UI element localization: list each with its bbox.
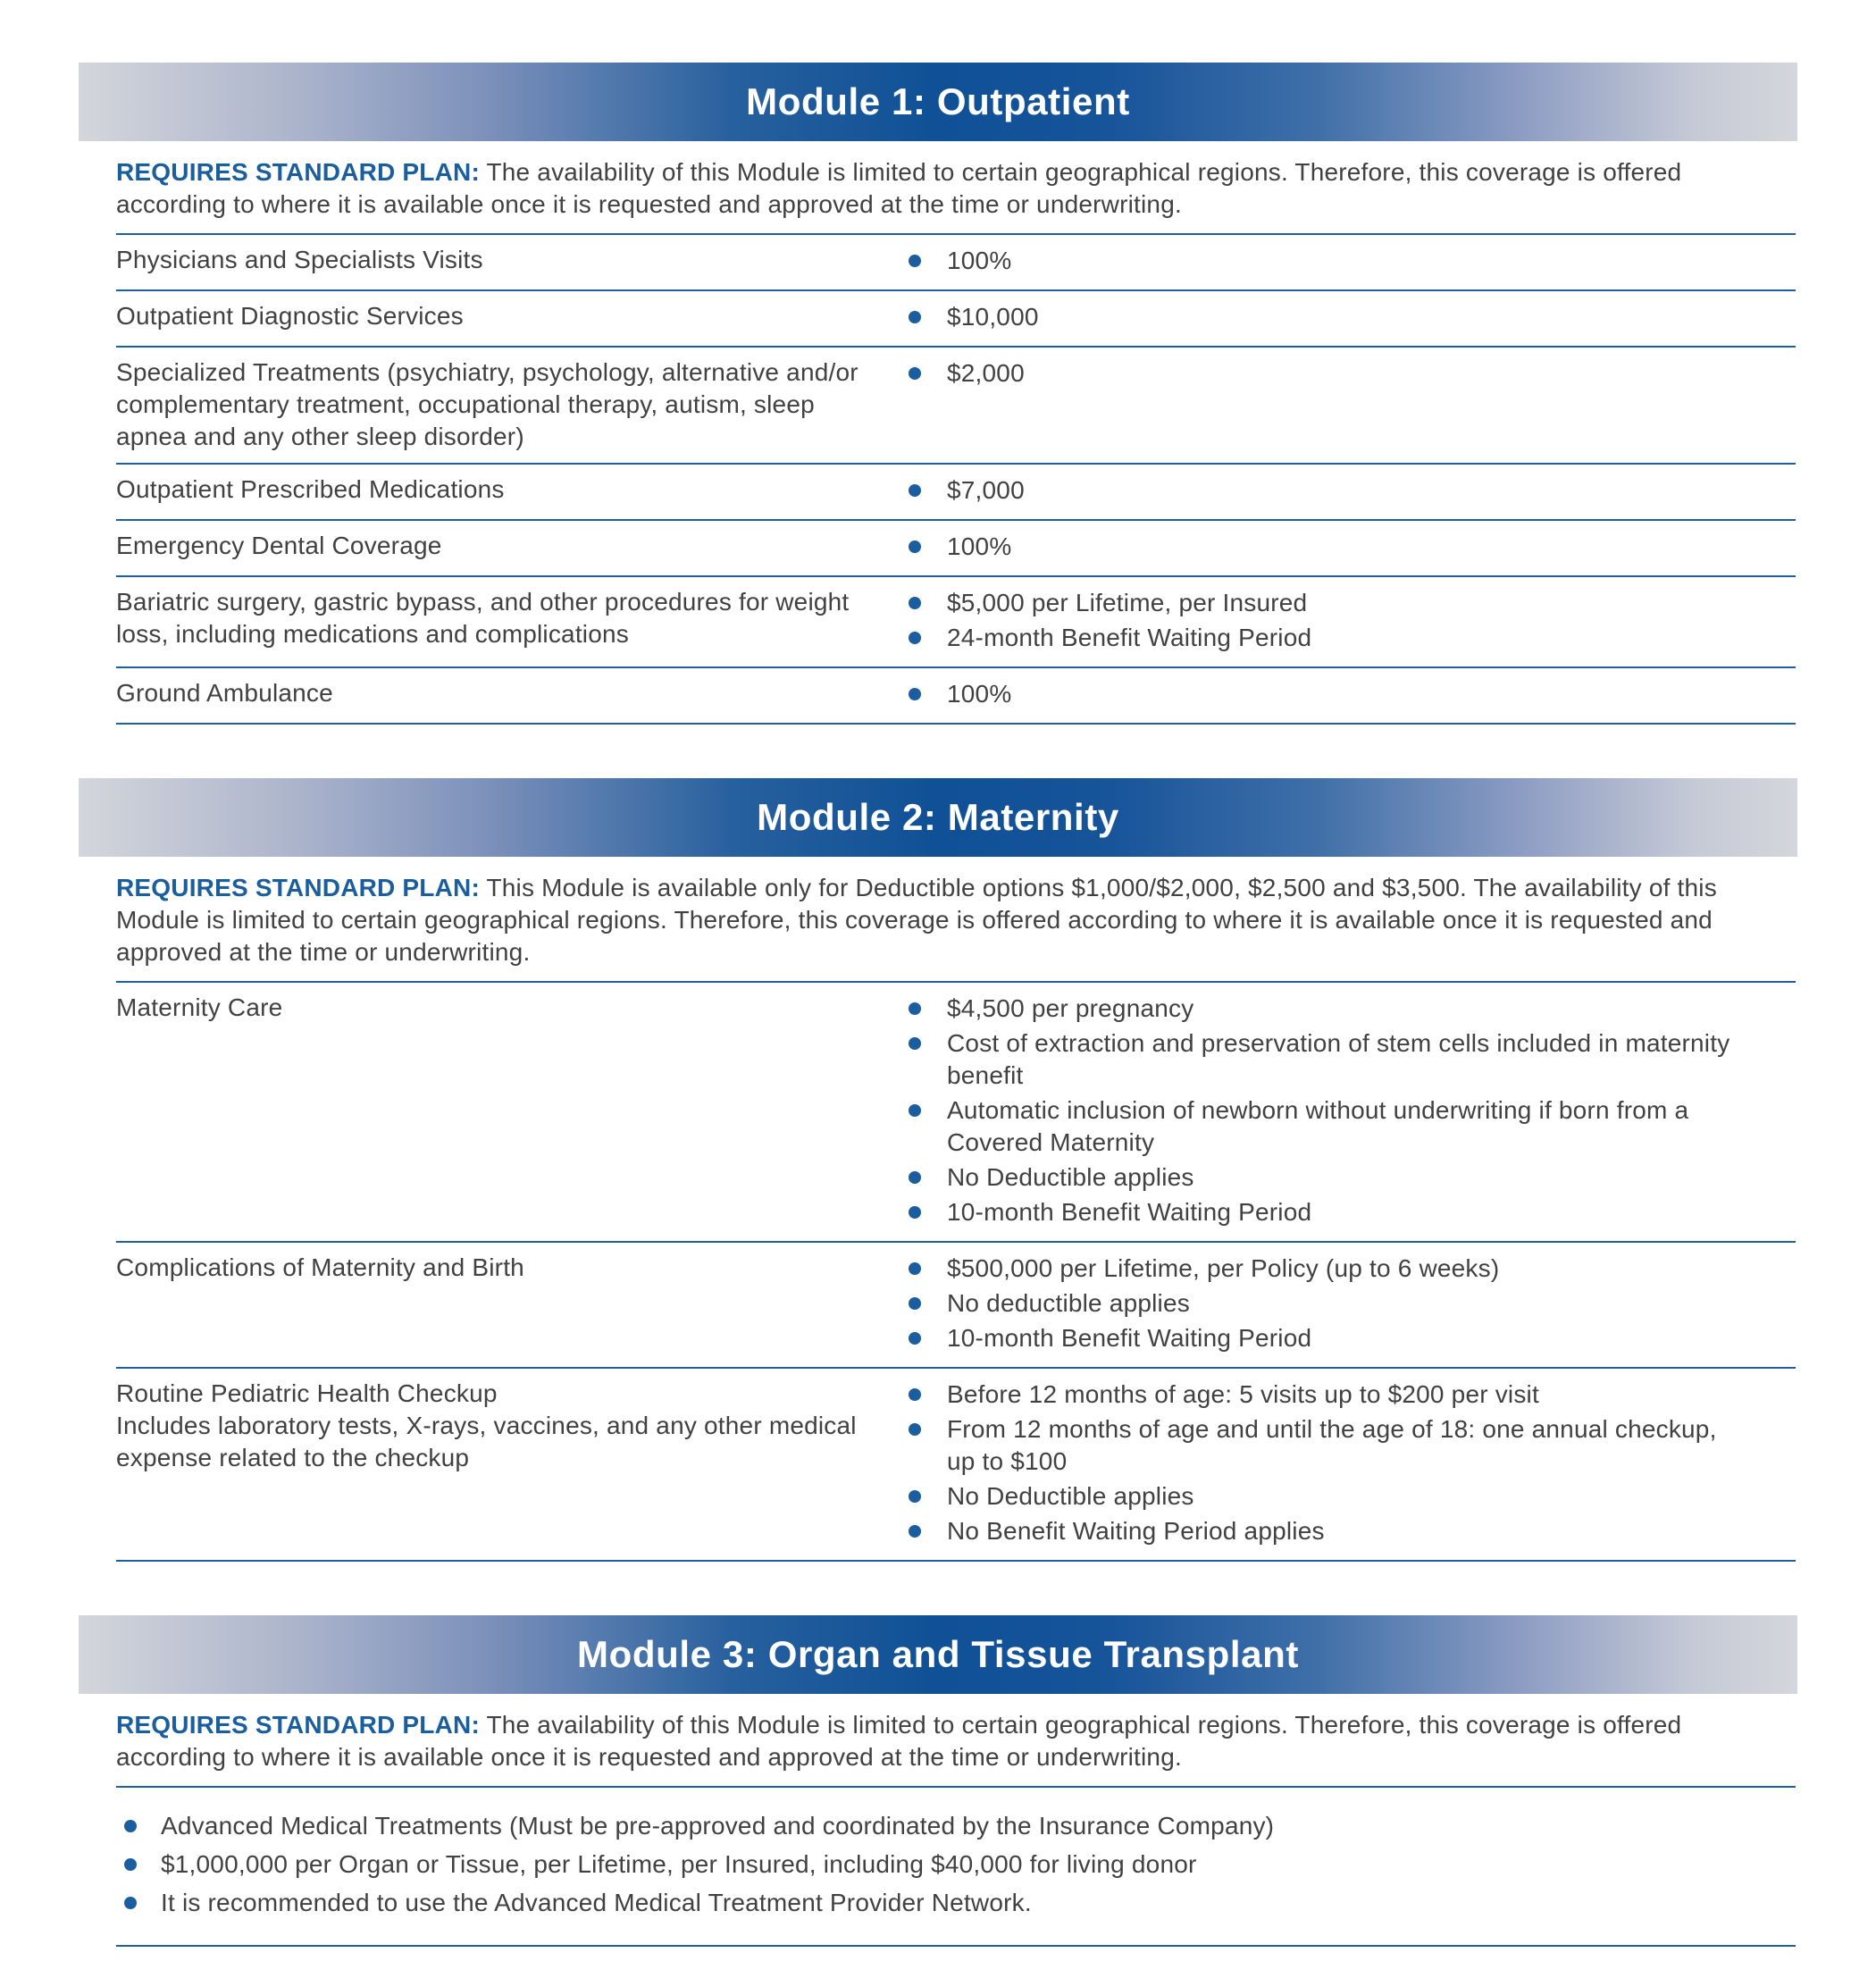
bullet-icon <box>909 1171 921 1184</box>
bullet-icon <box>909 255 921 267</box>
bullet-list <box>902 474 1738 507</box>
table-row <box>116 465 1796 521</box>
module-1-benefit-table <box>116 233 1796 725</box>
bullet-list <box>902 531 1738 563</box>
bullet-item <box>902 678 1738 710</box>
benefit-name-cell <box>116 474 902 509</box>
bullet-item <box>902 301 1738 333</box>
bullet-icon <box>909 1002 921 1015</box>
benefit-value-text: No Deductible applies <box>947 1482 1194 1510</box>
table-row <box>116 668 1796 725</box>
bullet-icon <box>909 1525 921 1538</box>
requires-standard-plan-label: REQUIRES STANDARD PLAN: <box>116 874 480 901</box>
bullet-icon <box>124 1897 137 1909</box>
bullet-list <box>902 301 1738 333</box>
bullet-item <box>116 1810 1796 1842</box>
module-2-title: Module 2: Maternity <box>757 796 1119 838</box>
module-3-intro-text: The availability of this Module is limited to certain geographical regions. Therefore, this coverage is offered according to where it is available once it is requested and approved at the time or underwriting. <box>116 1711 1682 1771</box>
benefit-name-text: Ground Ambulance <box>116 679 333 707</box>
benefit-value-text: No Benefit Waiting Period applies <box>947 1517 1325 1545</box>
table-row <box>116 577 1796 668</box>
bullet-item <box>902 1161 1738 1194</box>
benefit-name-cell <box>116 586 902 657</box>
benefit-value-text: $7,000 <box>947 476 1025 504</box>
bullet-icon <box>909 1262 921 1275</box>
bullet-item <box>902 1196 1738 1228</box>
benefit-values-cell <box>902 474 1738 509</box>
benefit-name-subtext: Includes laboratory tests, X-rays, vaccines, and any other medical expense related to the checkup <box>116 1412 857 1471</box>
benefit-name-cell <box>116 530 902 566</box>
bullet-icon <box>909 1206 921 1219</box>
benefit-value-text: $4,500 per pregnancy <box>947 994 1194 1022</box>
bullet-item <box>902 993 1738 1025</box>
module-1-title: Module 1: Outpatient <box>746 80 1130 122</box>
bullet-icon <box>909 632 921 644</box>
benefit-value-text: 100% <box>947 532 1012 560</box>
module-3-intro <box>116 1694 1796 1786</box>
bullet-item <box>902 1287 1738 1320</box>
benefit-values-cell <box>902 677 1738 713</box>
bullet-item <box>902 1379 1738 1411</box>
benefit-values-cell <box>902 530 1738 566</box>
module-2-benefit-table <box>116 981 1796 1562</box>
bullet-list <box>902 245 1738 277</box>
bullet-list <box>902 993 1738 1228</box>
bullet-icon <box>909 1297 921 1310</box>
requires-standard-plan-label: REQUIRES STANDARD PLAN: <box>116 1711 480 1739</box>
benefit-value-text: 100% <box>947 680 1012 708</box>
requires-standard-plan-label: REQUIRES STANDARD PLAN: <box>116 158 480 186</box>
module-3-body <box>116 1694 1796 1947</box>
bullet-icon <box>124 1858 137 1871</box>
bullet-list <box>902 678 1738 710</box>
table-row <box>116 1243 1796 1369</box>
benefit-name-text: Specialized Treatments (psychiatry, psychology, alternative and/or complementary treatment, occupational therapy, autism, sleep apnea and any other sleep disorder) <box>116 358 858 450</box>
benefit-values-cell <box>902 992 1738 1231</box>
module-2-header-banner <box>79 778 1797 857</box>
module-2-intro-text: This Module is available only for Deductible options $1,000/$2,000, $2,500 and $3,500. The availability of this Module is limited to certain geographical regions. Therefore, this coverage is offered according to where it is available once it is requested and approved at the time or underwriting. <box>116 874 1717 966</box>
module-2-body <box>116 857 1796 1562</box>
bullet-item <box>902 1515 1738 1547</box>
benefit-value-text: From 12 months of age and until the age of 18: one annual checkup, up to $100 <box>947 1415 1717 1475</box>
bullet-icon <box>909 1423 921 1436</box>
module-2-maternity-section <box>0 778 1876 1562</box>
bullet-icon <box>909 1490 921 1503</box>
bullet-icon <box>909 311 921 323</box>
module-2-intro <box>116 857 1796 981</box>
bullet-item <box>902 1253 1738 1285</box>
benefit-value-text: $5,000 per Lifetime, per Insured <box>947 589 1308 616</box>
benefit-values-cell <box>902 1252 1738 1357</box>
benefit-name-cell <box>116 356 902 453</box>
benefit-value-text: 10-month Benefit Waiting Period <box>947 1198 1312 1226</box>
bullet-item <box>902 1480 1738 1513</box>
module-1-intro-text: The availability of this Module is limited to certain geographical regions. Therefore, this coverage is offered according to where it is available once it is requested and approved at the time or underwriting. <box>116 158 1682 218</box>
benefit-value-text: 100% <box>947 247 1012 274</box>
bullet-icon <box>909 1037 921 1050</box>
benefit-name-cell <box>116 992 902 1231</box>
module-1-header-banner <box>79 63 1797 141</box>
benefit-name-cell <box>116 1378 902 1550</box>
benefit-name-text: Outpatient Diagnostic Services <box>116 302 464 330</box>
bullet-item <box>902 1094 1738 1159</box>
benefit-value-text: $10,000 <box>947 303 1039 331</box>
bullet-item <box>116 1887 1796 1919</box>
benefit-value-text: $500,000 per Lifetime, per Policy (up to 6 weeks) <box>947 1254 1500 1282</box>
bullet-icon <box>909 688 921 700</box>
table-row <box>116 983 1796 1243</box>
benefit-name-text: Emergency Dental Coverage <box>116 532 442 559</box>
benefit-name-text: Maternity Care <box>116 993 283 1021</box>
bullet-item <box>902 1027 1738 1092</box>
bullet-item <box>902 1413 1738 1478</box>
bullet-icon <box>909 1388 921 1401</box>
module-1-outpatient-section <box>0 63 1876 725</box>
benefit-value-text: It is recommended to use the Advanced Medical Treatment Provider Network. <box>161 1889 1032 1916</box>
bullet-item <box>902 245 1738 277</box>
module-3-header-banner <box>79 1615 1797 1694</box>
bullet-icon <box>909 1104 921 1117</box>
bullet-list <box>902 587 1738 654</box>
benefit-value-text: 24-month Benefit Waiting Period <box>947 624 1312 651</box>
table-row <box>116 235 1796 291</box>
benefit-name-text: Routine Pediatric Health Checkup <box>116 1379 498 1407</box>
benefit-name-cell <box>116 244 902 280</box>
benefit-name-cell <box>116 677 902 713</box>
module-3-title: Module 3: Organ and Tissue Transplant <box>577 1633 1299 1675</box>
bullet-item <box>902 1322 1738 1354</box>
bullet-item <box>902 474 1738 507</box>
table-row <box>116 521 1796 577</box>
table-row <box>116 348 1796 465</box>
bullet-list <box>902 1379 1738 1547</box>
benefit-values-cell <box>902 356 1738 453</box>
bullet-list <box>902 1253 1738 1354</box>
bullet-icon <box>909 597 921 609</box>
benefit-name-text: Bariatric surgery, gastric bypass, and other procedures for weight loss, including medications and complications <box>116 588 850 648</box>
benefit-values-cell <box>902 244 1738 280</box>
benefit-values-cell <box>902 300 1738 336</box>
benefit-name-text: Complications of Maternity and Birth <box>116 1253 524 1281</box>
benefit-values-cell <box>902 1378 1738 1550</box>
bullet-list <box>902 357 1738 390</box>
benefit-values-cell <box>902 586 1738 657</box>
module-1-body <box>116 141 1796 725</box>
benefit-value-text: No Deductible applies <box>947 1163 1194 1191</box>
benefit-value-text: Before 12 months of age: 5 visits up to $200 per visit <box>947 1380 1539 1408</box>
benefit-value-text: $1,000,000 per Organ or Tissue, per Lifetime, per Insured, including $40,000 for living donor <box>161 1850 1197 1878</box>
bullet-icon <box>124 1820 137 1832</box>
bullet-item <box>902 531 1738 563</box>
benefit-value-text: Cost of extraction and preservation of stem cells included in maternity benefit <box>947 1029 1730 1089</box>
bullet-icon <box>909 1332 921 1345</box>
module-1-intro <box>116 141 1796 233</box>
benefit-value-text: 10-month Benefit Waiting Period <box>947 1324 1312 1352</box>
benefit-name-cell <box>116 300 902 336</box>
bullet-item <box>902 357 1738 390</box>
benefit-name-text: Outpatient Prescribed Medications <box>116 475 505 503</box>
bullet-item <box>116 1848 1796 1881</box>
table-row <box>116 291 1796 348</box>
benefit-value-text: Automatic inclusion of newborn without underwriting if born from a Covered Maternity <box>947 1096 1689 1156</box>
benefit-name-cell <box>116 1252 902 1357</box>
benefit-value-text: Advanced Medical Treatments (Must be pre-approved and coordinated by the Insurance Company) <box>161 1812 1275 1840</box>
bullet-icon <box>909 367 921 380</box>
bullet-item <box>902 622 1738 654</box>
benefit-value-text: No deductible applies <box>947 1289 1190 1317</box>
bullet-item <box>902 587 1738 619</box>
bullet-icon <box>909 484 921 497</box>
bullet-icon <box>909 541 921 553</box>
module-3-transplant-section <box>0 1615 1876 1947</box>
module-3-benefit-list <box>116 1786 1796 1947</box>
table-row <box>116 1369 1796 1562</box>
benefit-name-text: Physicians and Specialists Visits <box>116 246 483 273</box>
benefit-value-text: $2,000 <box>947 359 1025 387</box>
